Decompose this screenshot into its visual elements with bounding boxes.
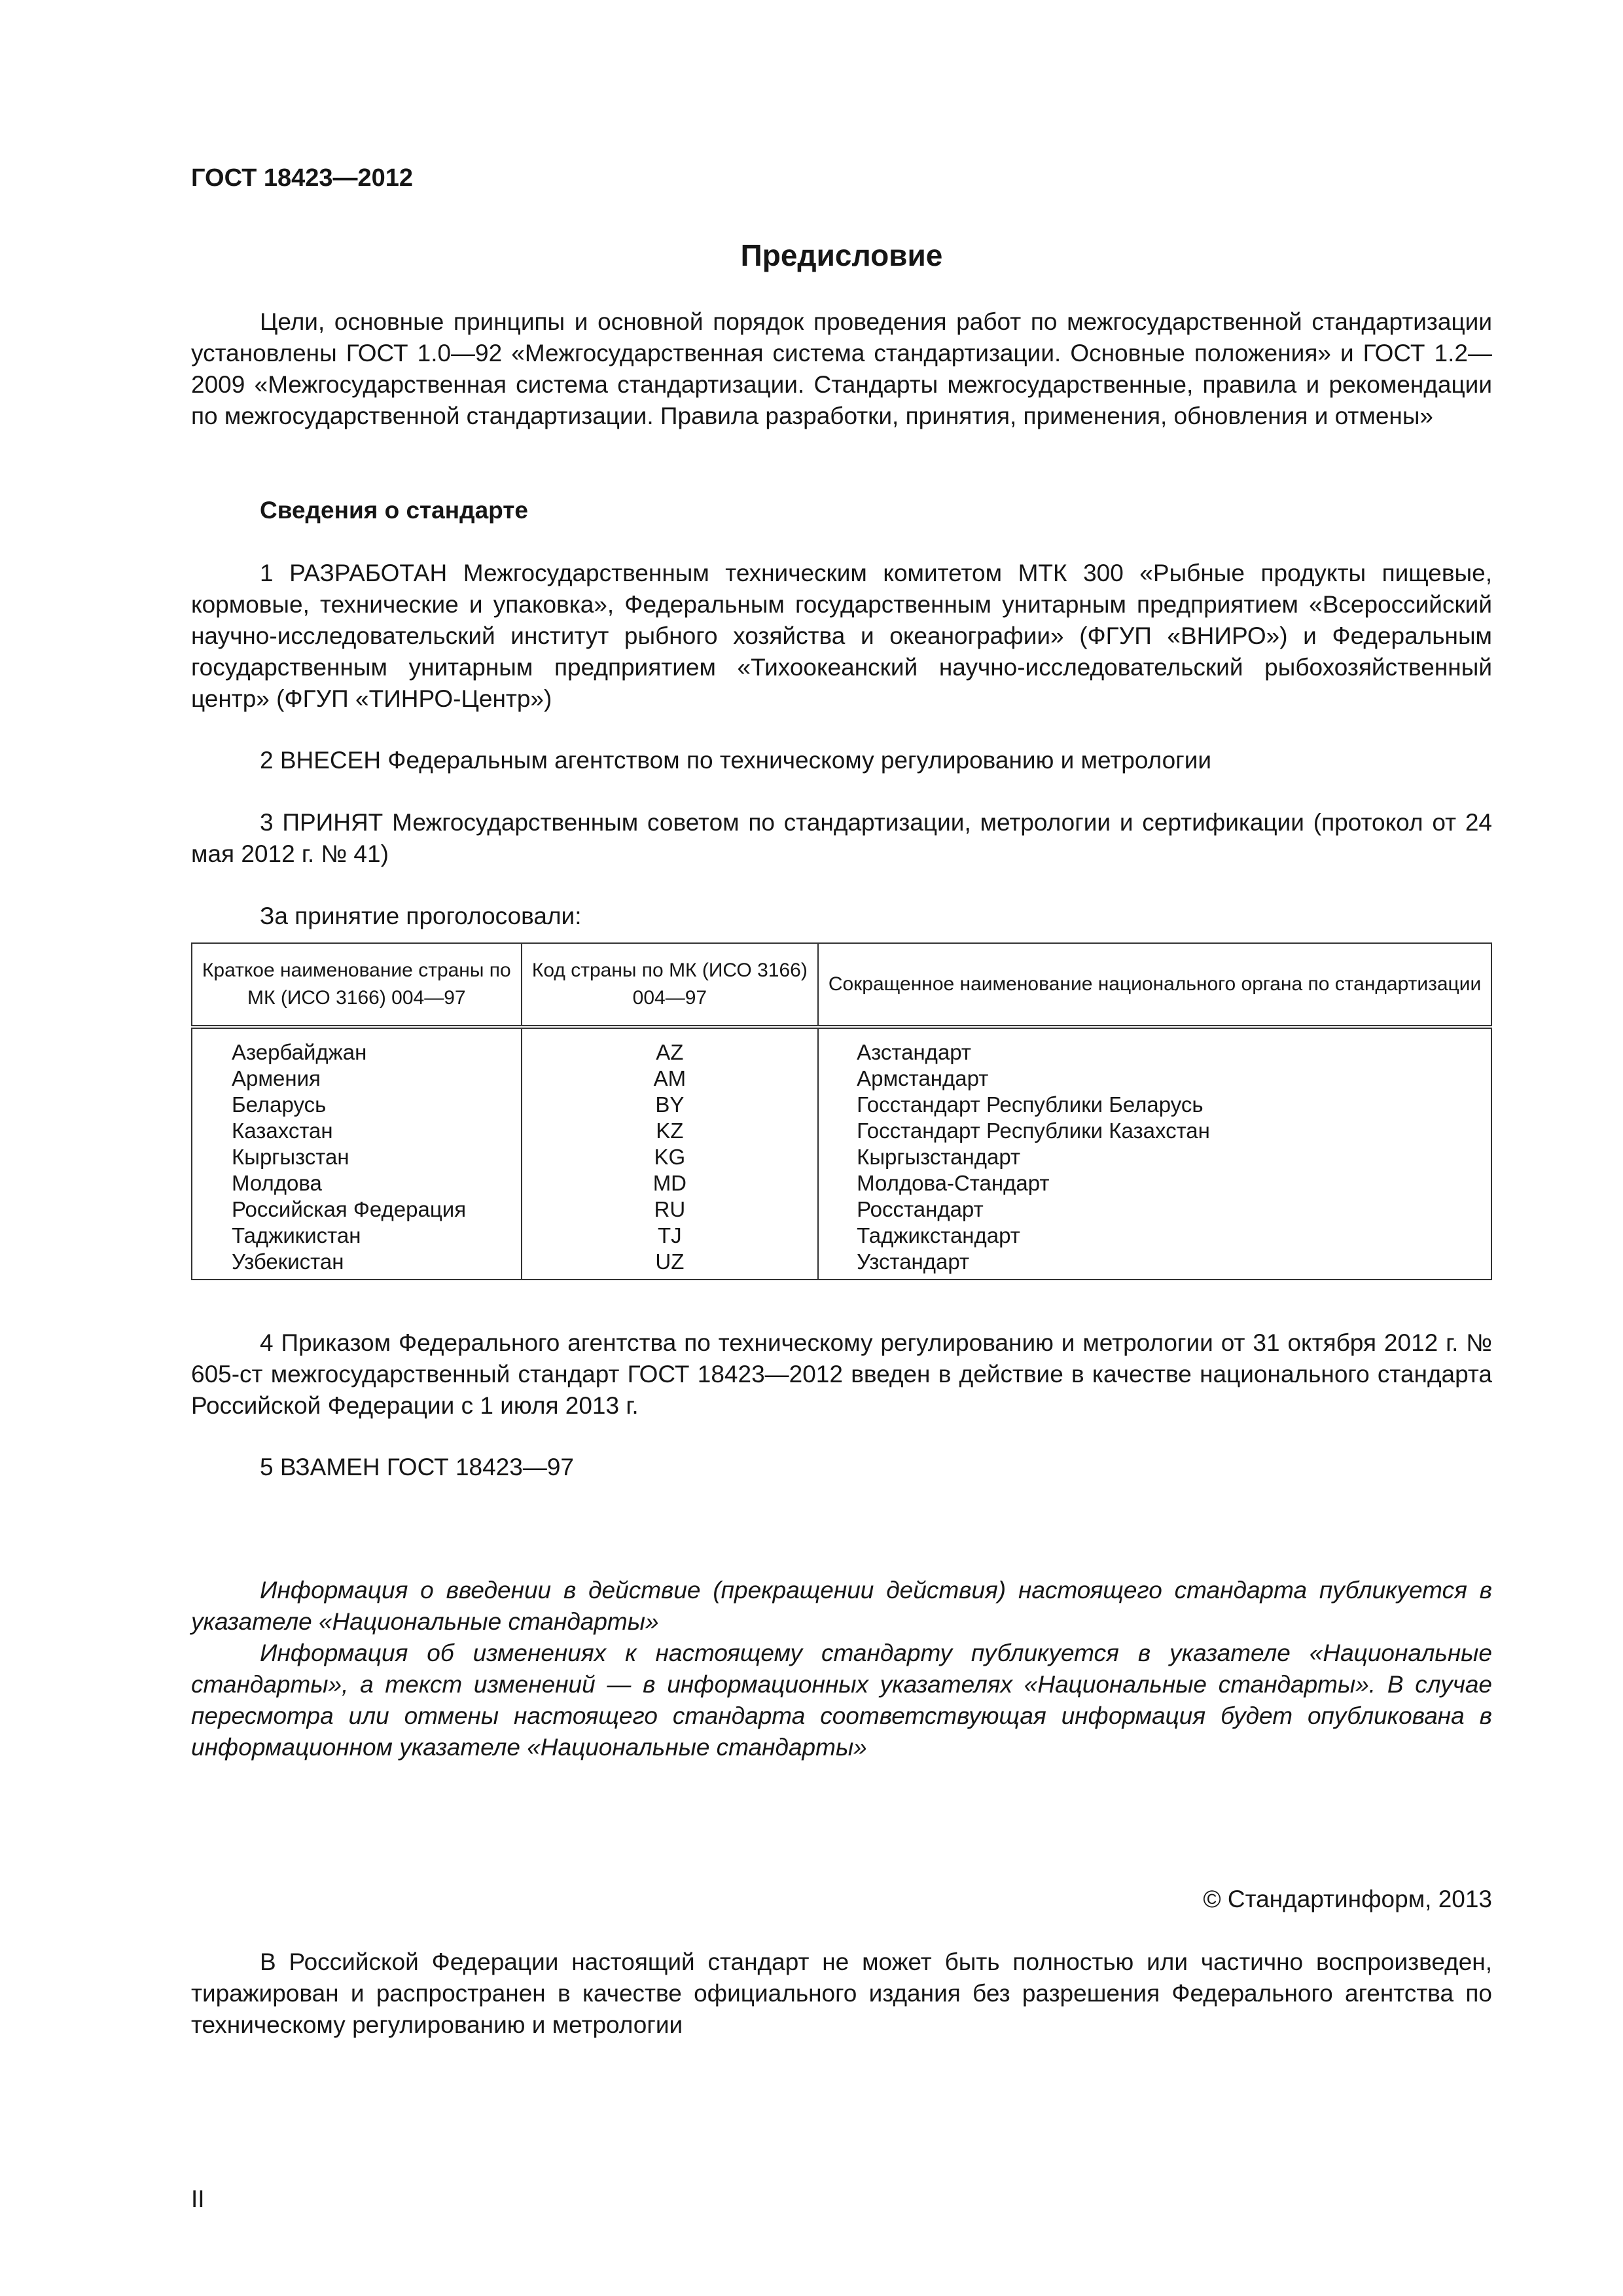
code-cell: TJ <box>522 1223 818 1249</box>
rights-paragraph: В Российской Федерации настоящий стандарт не может быть полностью или частично воспроизведен, тиражирован и распространен в качестве официального издания без разрешения Федерального агентства по техническому регулированию и метрологии <box>191 1948 1492 2038</box>
table-row <box>192 1092 1491 1118</box>
code-cell: KZ <box>522 1118 818 1144</box>
info-heading: Сведения о стандарте <box>260 497 528 524</box>
country-cell: Кыргызстан <box>192 1144 522 1170</box>
table-row <box>192 1144 1491 1170</box>
country-cell: Беларусь <box>192 1092 522 1118</box>
body-cell: Кыргызстандарт <box>818 1144 1491 1170</box>
table-row <box>192 1223 1491 1249</box>
page-title: Предисловие <box>740 238 943 272</box>
body-cell: Армстандарт <box>818 1066 1491 1092</box>
country-cell: Азербайджан <box>192 1027 522 1066</box>
body-cell: Госстандарт Республики Беларусь <box>818 1092 1491 1118</box>
code-cell: UZ <box>522 1249 818 1280</box>
table-row <box>192 1170 1491 1196</box>
item-3-adopted: 3 ПРИНЯТ Межгосударственным советом по стандартизации, метрологии и сертификации (протокол от 24 мая 2012 г. № 41) <box>191 809 1492 867</box>
code-cell: KG <box>522 1144 818 1170</box>
intro-paragraph: Цели, основные принципы и основной порядок проведения работ по межгосударственной стандартизации установлены ГОСТ 1.0—92 «Межгосударственная система стандартизации. Основные положения» и ГОСТ 1.2—2009 «Межгосударственная система стандартизации. Стандарты межгосударственные, правила и рекомендации по межгосударственной стандартизации. Правила разработки, принятия, применения, обновления и отмены» <box>191 308 1492 429</box>
country-cell: Молдова <box>192 1170 522 1196</box>
code-cell: AM <box>522 1066 818 1092</box>
notice-paragraph-1: Информация о введении в действие (прекращении действия) настоящего стандарта публикуется в указателе «Национальные стандарты» <box>191 1577 1492 1635</box>
code-cell: BY <box>522 1092 818 1118</box>
header-standards-body: Сокращенное наименование национального органа по стандартизации <box>818 943 1491 1027</box>
country-cell: Казахстан <box>192 1118 522 1144</box>
code-cell: RU <box>522 1196 818 1223</box>
table-header-row <box>192 943 1491 1027</box>
standard-code-header: ГОСТ 18423—2012 <box>191 164 414 192</box>
item-5-replaces: 5 ВЗАМЕН ГОСТ 18423—97 <box>260 1454 574 1480</box>
country-cell: Армения <box>192 1066 522 1092</box>
table-row <box>192 1027 1491 1066</box>
voting-table <box>191 942 1492 1280</box>
country-cell: Таджикистан <box>192 1223 522 1249</box>
table-row <box>192 1118 1491 1144</box>
country-cell: Российская Федерация <box>192 1196 522 1223</box>
header-country-name: Краткое наименование страны по МК (ИСО 3166) 004—97 <box>192 943 522 1027</box>
copyright-line: © Стандартинформ, 2013 <box>1203 1886 1492 1912</box>
body-cell: Азстандарт <box>818 1027 1491 1066</box>
page-number: II <box>191 2185 205 2212</box>
header-country-code: Код страны по МК (ИСО 3166) 004—97 <box>522 943 818 1027</box>
item-2-introduced: 2 ВНЕСЕН Федеральным агентством по техническому регулированию и метрологии <box>260 747 1212 774</box>
voted-label: За принятие проголосовали: <box>260 903 582 929</box>
body-cell: Росстандарт <box>818 1196 1491 1223</box>
code-cell: AZ <box>522 1027 818 1066</box>
item-1-developed: 1 РАЗРАБОТАН Межгосударственным техническим комитетом МТК 300 «Рыбные продукты пищевые, кормовые, технические и упаковка», Федеральным государственным унитарным предприятием «Всероссийский научно-исследовательский институт рыбного хозяйства и океанографии» (ФГУП «ВНИРО») и Федеральным государственным унитарным предприятием «Тихоокеанский научно-исследовательский рыбохозяйственный центр» (ФГУП «ТИНРО-Центр») <box>191 560 1492 712</box>
body-cell: Таджикстандарт <box>818 1223 1491 1249</box>
table-row <box>192 1066 1491 1092</box>
country-cell: Узбекистан <box>192 1249 522 1280</box>
body-cell: Узстандарт <box>818 1249 1491 1280</box>
table-row <box>192 1249 1491 1280</box>
notice-paragraph-2: Информация об изменениях к настоящему стандарту публикуется в указателе «Национальные стандарты», а текст изменений — в информационных указателях «Национальные стандарты». В случае пересмотра или отмены настоящего стандарта соответствующая информация будет опубликована в информационном указателе «Национальные стандарты» <box>191 1640 1492 1761</box>
body-cell: Молдова-Стандарт <box>818 1170 1491 1196</box>
item-4-order: 4 Приказом Федерального агентства по техническому регулированию и метрологии от 31 октября 2012 г. № 605-ст межгосударственный стандарт ГОСТ 18423—2012 введен в действие в качестве национального стандарта Российской Федерации с 1 июля 2013 г. <box>191 1329 1492 1419</box>
table-row <box>192 1196 1491 1223</box>
body-cell: Госстандарт Республики Казахстан <box>818 1118 1491 1144</box>
code-cell: MD <box>522 1170 818 1196</box>
